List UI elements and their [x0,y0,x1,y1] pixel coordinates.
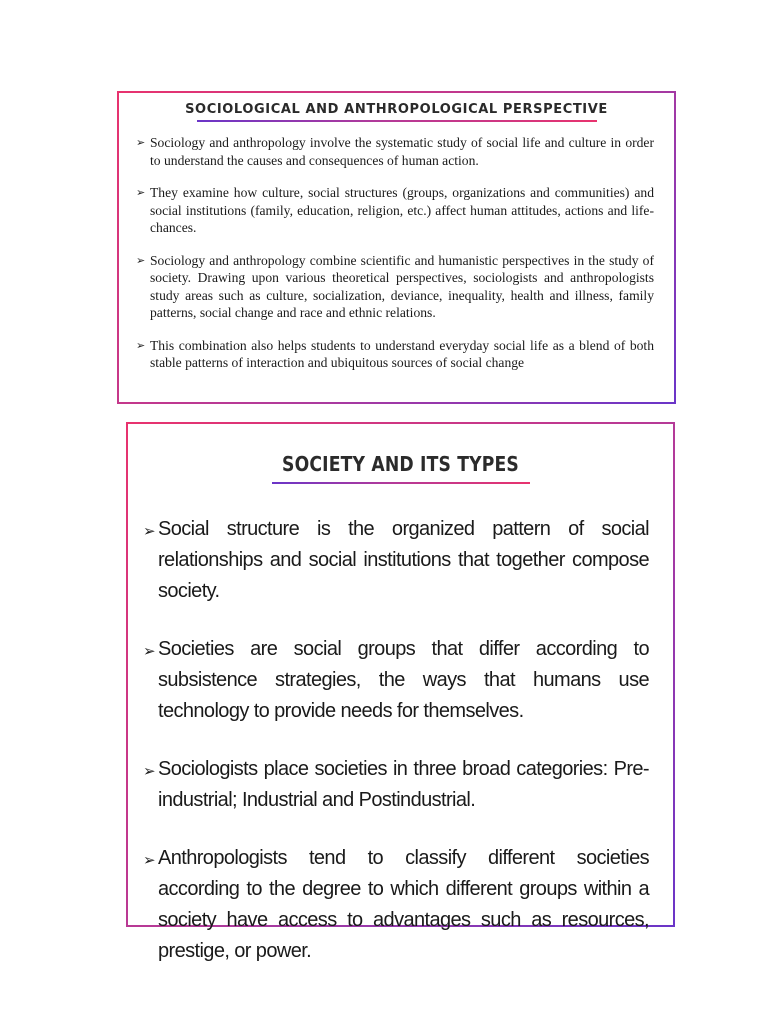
arrow-bullet-icon: ➢ [136,187,146,199]
slide-title: SOCIETY AND ITS TYPES [282,452,519,476]
bullet-text: They examine how culture, social structures (groups, organizations and communities) and social institutions (family, education, religion, etc.) affect human attitudes, actions and life-chances. [150,185,654,235]
bullet-item [143,514,649,607]
bullet-text: This combination also helps students to understand everyday social life as a blend of both stable patterns of interaction and ubiquitous sources of social change [150,337,654,370]
arrow-bullet-icon: ➢ [136,254,146,267]
bullet-item [136,134,654,169]
slide-title: SOCIOLOGICAL AND ANTHROPOLOGICAL PERSPECTIVE [185,102,608,117]
arrow-bullet-icon: ➢ [143,523,155,540]
bullet-item [136,252,654,322]
bullet-item [136,337,654,372]
bullet-text: Sociology and anthropology involve the systematic study of social life and culture in order to understand the causes and consequences of human action. [150,135,654,168]
bullet-text: Sociology and anthropology combine scientific and humanistic perspectives in the study of society. Drawing upon various theoretical perspectives, sociologists and anthropologists study areas such as culture, socialization, deviance, inequality, health and illness, family patterns, social change and race and ethnic relations. [150,252,654,320]
bullet-text: Sociologists place societies in three broad categories: Pre-industrial; Industrial and Postindustrial. [158,758,649,811]
title-underline [197,120,597,122]
bullet-text: Societies are social groups that differ according to subsistence strategies, the ways that humans use technology to provide needs for themselves. [158,638,649,722]
arrow-bullet-icon: ➢ [136,339,146,352]
arrow-bullet-icon: ➢ [136,137,146,149]
bullet-item [136,184,654,237]
bullet-item [143,754,649,816]
arrow-bullet-icon: ➢ [143,643,155,660]
slide-society-types [126,422,675,962]
title-underline [272,482,530,484]
bullet-list [136,134,654,372]
slide-sociological-perspective [117,91,676,404]
bullet-text: Social structure is the organized pattern of social relationships and social institutions that together compose society. [158,518,649,602]
bullet-list [143,514,649,967]
bullet-item [143,634,649,727]
bullet-text: Anthropologists tend to classify different societies according to the degree to which different groups within a society have access to advantages such as resources, prestige, or power. [158,847,649,962]
arrow-bullet-icon: ➢ [143,852,155,869]
arrow-bullet-icon: ➢ [143,763,155,780]
bullet-item [143,843,649,967]
